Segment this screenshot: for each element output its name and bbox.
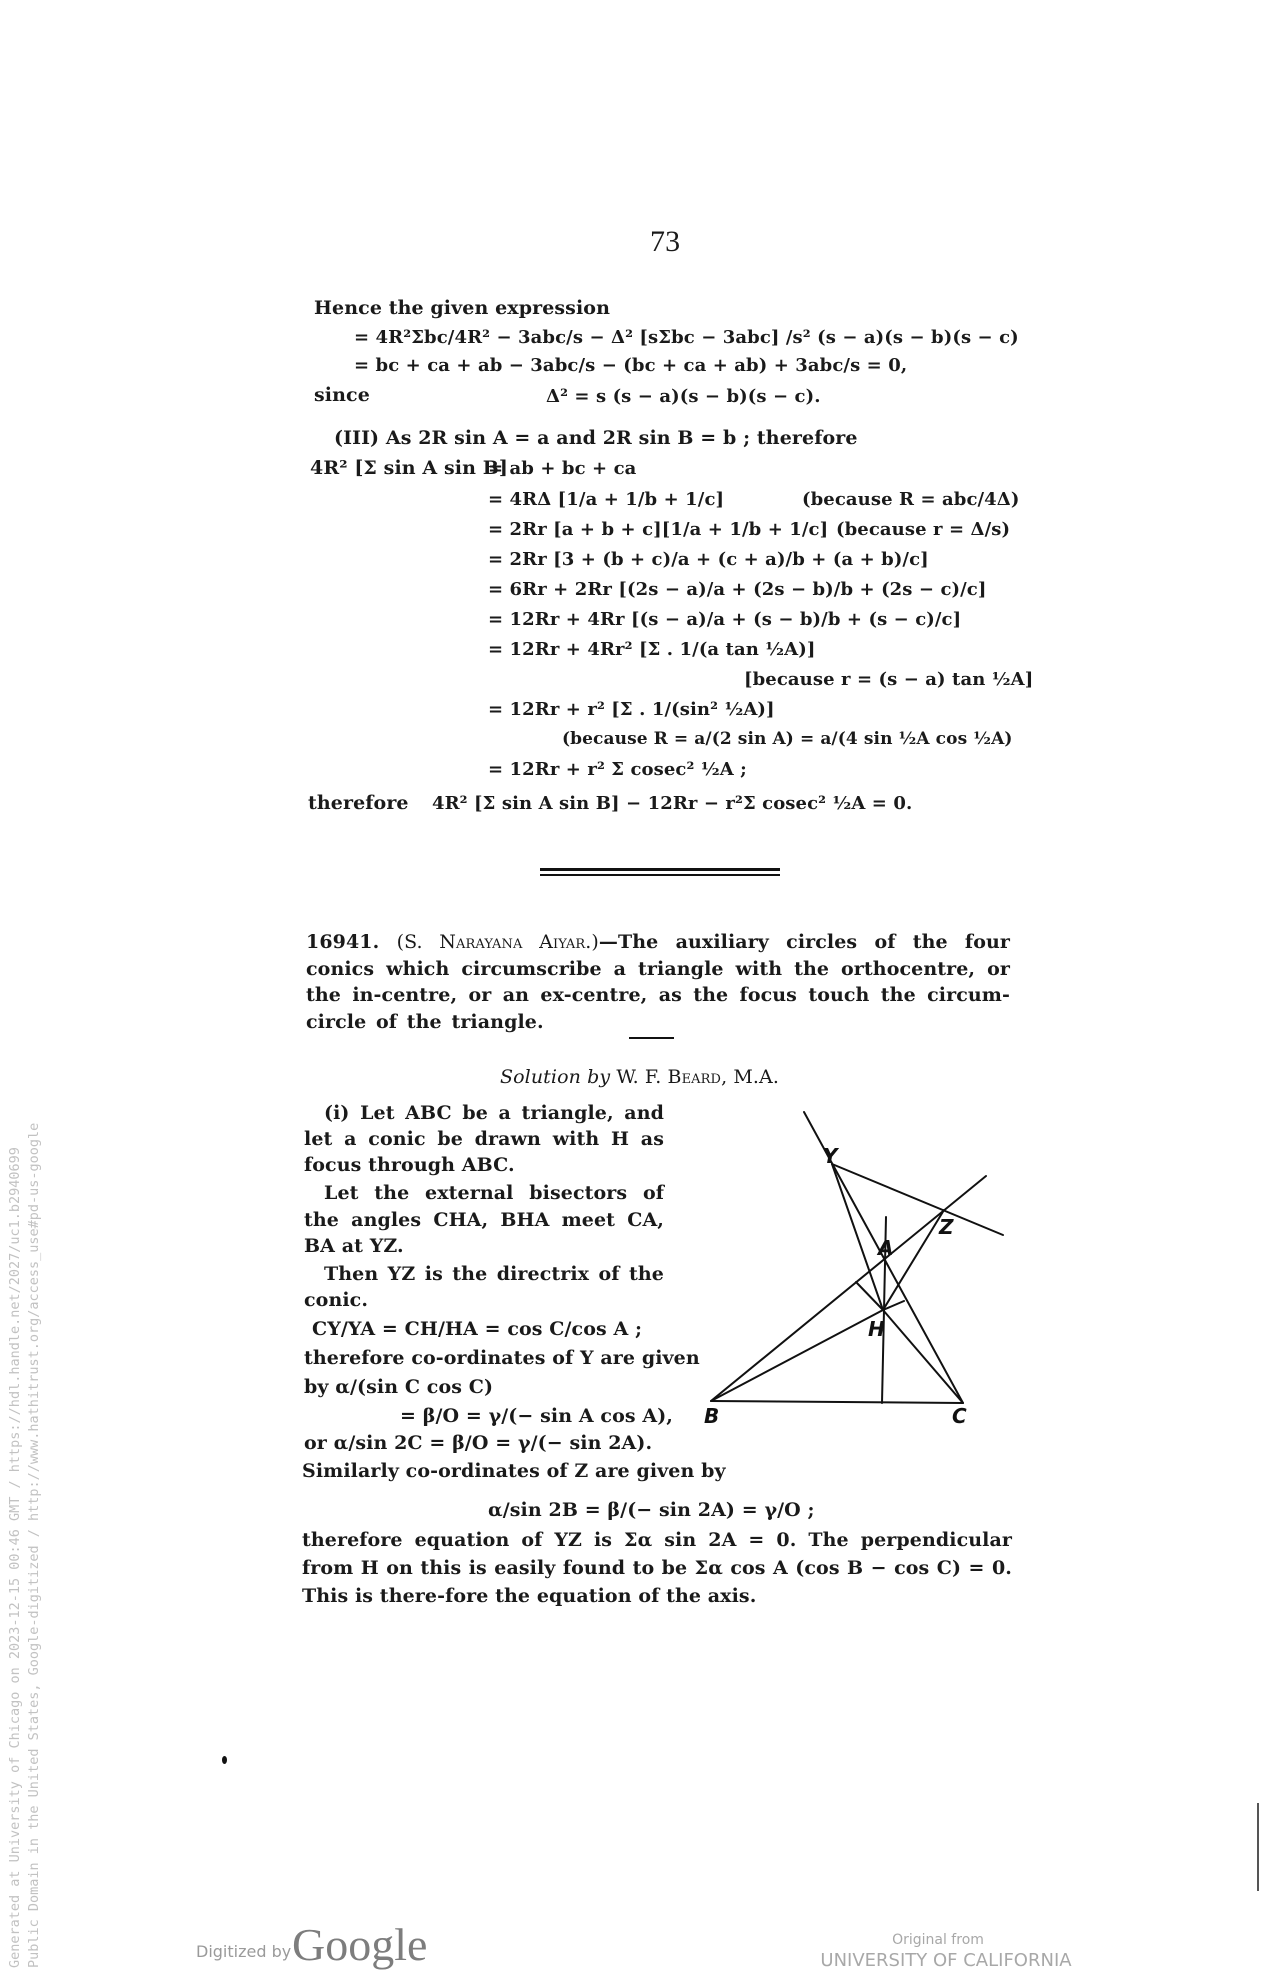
question-number: 16941.: [306, 931, 380, 953]
solution-heading: [500, 1064, 779, 1091]
coords-y-intro: therefore co-ordinates of Y are given: [304, 1347, 700, 1369]
solution-final: therefore equation of YZ is Σα sin 2A = 0. The perpendicular from H on this is easily found to be Σα cos A (cos B − cos C) = 0. This is there-fore the equation of the axis.: [302, 1529, 1012, 1607]
segment-yh: [832, 1164, 883, 1310]
google-logo: Google: [292, 1919, 428, 1970]
solution-author: W. F. Beard, M.A.: [616, 1066, 780, 1088]
segment-hc: [883, 1310, 963, 1403]
therefore-label: therefore: [308, 792, 409, 814]
page-number: 73: [650, 225, 681, 258]
solution-para-3: Then YZ is the directrix of the conic.: [304, 1263, 664, 1311]
conclusion: 4R² [Σ sin A sin B] − 12Rr − r²Σ cosec² ½A = 0.: [432, 793, 913, 814]
step-expr: = 2Rr [a + b + c][1/a + 1/b + 1/c]: [488, 519, 829, 540]
label-c: C: [952, 1404, 967, 1428]
institution-label: UNIVERSITY OF CALIFORNIA: [820, 1950, 1072, 1971]
hence-line: Hence the given expression: [314, 297, 610, 319]
question-text: [306, 929, 1010, 1035]
equation-2: = bc + ca + ab − 3abc/s − (bc + ca + ab) + 3abc/s = 0,: [354, 355, 908, 376]
part3-intro: (III) As 2R sin A = a and 2R sin B = b ; therefore: [334, 427, 858, 449]
directrix-yz: [832, 1164, 1003, 1235]
ratio-equation: CY/YA = CH/HA = cos C/cos A ;: [312, 1318, 643, 1340]
label-y: Y: [823, 1144, 838, 1168]
question-body: —The auxiliary circles of the four conics which circumscribe a triangle with the orthocentre, or the in-centre, or an ex-centre, as the focus touch the circum-circle of the triangle.: [306, 931, 1011, 1033]
solution-para-2: Let the external bisectors of the angles CHA, BHA meet CA, BA at YZ.: [304, 1182, 664, 1257]
since-label: since: [314, 384, 370, 406]
equation-1: = 4R²Σbc/4R² − 3abc/s − Δ² [sΣbc − 3abc] /s² (s − a)(s − b)(s − c): [354, 327, 1019, 348]
step-expr: = 12Rr + r² [Σ . 1/(sin² ½A)]: [488, 699, 775, 720]
coords-y-by: by α/(sin C cos C): [304, 1376, 494, 1398]
step-note: (because R = abc/4Δ): [802, 489, 1020, 510]
step-note: [because r = (s − a) tan ½A]: [744, 669, 1034, 690]
step-expr: = 4RΔ [1/a + 1/b + 1/c]: [488, 489, 725, 510]
digitized-by-label: Digitized by: [196, 1942, 292, 1961]
label-z: Z: [939, 1215, 954, 1239]
step-note: (because R = a/(2 sin A) = a/(4 sin ½A cos ½A): [562, 729, 1013, 749]
segment-zh: [883, 1210, 944, 1310]
coords-y-or: or α/sin 2C = β/O = γ/(− sin 2A).: [304, 1432, 653, 1454]
watermark-line-1: Generated at University of Chicago on 2023-12-15 00:46 GMT / https://hdl.handle.net/2027/uc1.b2940699: [7, 1147, 23, 1968]
step-note: (because r = Δ/s): [836, 519, 1011, 540]
separator-rule-bottom: [540, 874, 780, 876]
step-expr: = 2Rr [3 + (b + c)/a + (c + a)/b + (a + b)/c]: [488, 549, 929, 570]
segment-bh: [711, 1310, 883, 1401]
label-a: A: [878, 1236, 894, 1260]
separator-rule-top: [540, 868, 780, 871]
right-edge-mark: [1257, 1803, 1259, 1891]
step-expr: = 12Rr + 4Rr [(s − a)/a + (s − b)/b + (s − c)/c]: [488, 609, 962, 630]
label-h: H: [868, 1317, 885, 1341]
solution-prefix: Solution by: [500, 1066, 611, 1088]
original-from-label: Original from: [892, 1932, 984, 1948]
watermark-line-2: Public Domain in the United States, Google-digitized / http://www.hathitrust.org/access_use#pd-us-google: [26, 1122, 42, 1968]
step-expr: = 12Rr + r² Σ cosec² ½A ;: [488, 759, 747, 780]
step-expr: = 12Rr + 4Rr² [Σ . 1/(a tan ½A)]: [488, 639, 816, 660]
since-equation: Δ² = s (s − a)(s − b)(s − c).: [546, 386, 821, 407]
short-rule: [629, 1037, 674, 1039]
margin-watermark: [6, 1123, 44, 1968]
coords-z-eq: α/sin 2B = β/(− sin 2A) = γ/O ;: [488, 1499, 815, 1521]
stray-mark: [222, 1756, 227, 1764]
coords-y-eq: = β/O = γ/(− sin A cos A),: [400, 1405, 673, 1427]
triangle-figure: [690, 1090, 1020, 1440]
step-expr: = ab + bc + ca: [488, 458, 637, 479]
part3-lhs: 4R² [Σ sin A sin B]: [310, 457, 508, 479]
label-b: B: [704, 1404, 720, 1428]
side-bc: [711, 1401, 963, 1403]
solution-para-1: (i) Let ABC be a triangle, and let a conic be drawn with H as focus through ABC.: [304, 1102, 664, 1176]
question-author: (S. Narayana Aiyar.): [396, 931, 599, 953]
step-expr: = 6Rr + 2Rr [(2s − a)/a + (2s − b)/b + (2s − c)/c]: [488, 579, 987, 600]
coords-z-intro: Similarly co-ordinates of Z are given by: [302, 1460, 726, 1482]
